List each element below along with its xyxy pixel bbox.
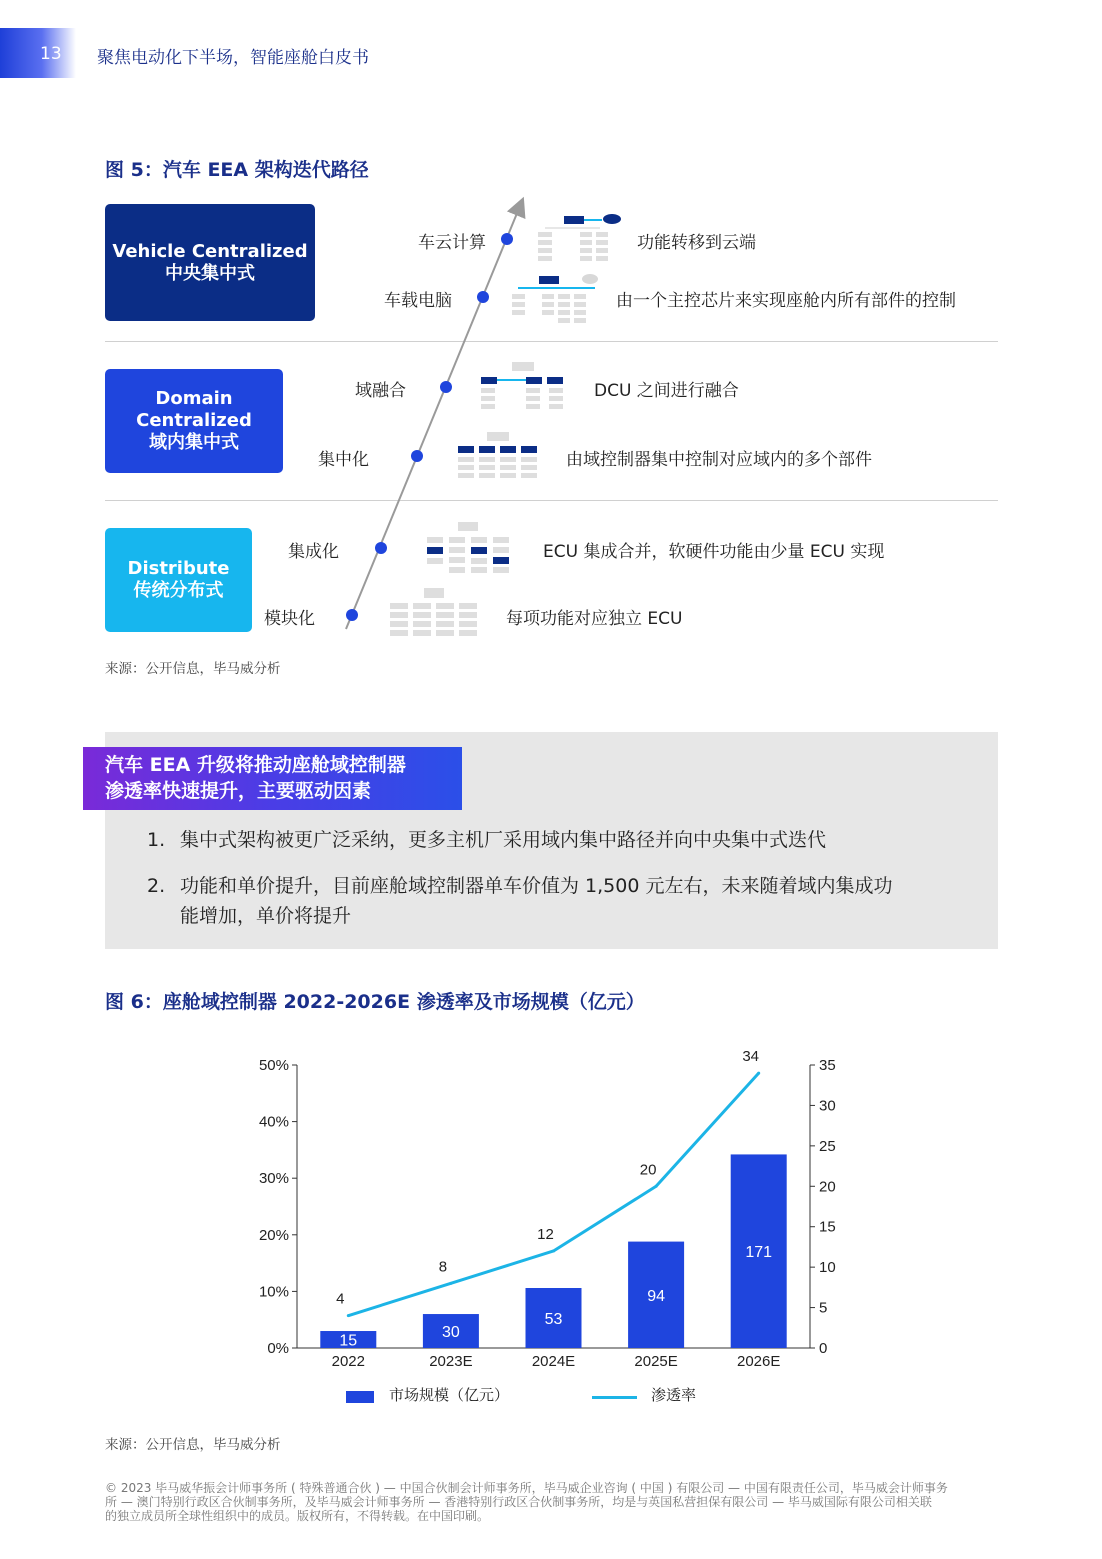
tier-line: 域内集中式	[149, 432, 239, 453]
stage-label-modular: 模块化	[264, 609, 315, 629]
document-title: 聚焦电动化下半场，智能座舱白皮书	[97, 48, 369, 68]
callout-point-number: 1.	[147, 829, 166, 851]
left-axis-tick-label: 40%	[258, 1113, 289, 1131]
line-data-label: 4	[336, 1290, 345, 1308]
right-axis-tick-label: 5	[819, 1299, 828, 1317]
right-axis-tick-label: 10	[819, 1259, 836, 1277]
stage-label-integration: 集成化	[288, 542, 339, 562]
right-axis-tick-label: 20	[819, 1178, 836, 1196]
left-axis-tick-label: 20%	[258, 1226, 289, 1244]
stage-desc-vehicle-computer: 由一个主控芯片来实现座舱内所有部件的控制	[616, 291, 956, 311]
callout-point-text: 能增加，单价将提升	[180, 905, 352, 927]
stage-label-centralization: 集中化	[318, 450, 369, 470]
bar-data-label: 30	[442, 1324, 460, 1342]
stage-desc-centralization: 由域控制器集中控制对应域内的多个部件	[566, 450, 872, 470]
callout-title-line: 汽车 EEA 升级将推动座舱域控制器	[105, 754, 406, 776]
line-data-label: 8	[438, 1258, 448, 1276]
right-axis-tick-label: 25	[819, 1137, 836, 1155]
line-point-penetration	[347, 1314, 350, 1317]
stage-label-domain-fusion: 域融合	[355, 381, 406, 401]
line-point-penetration	[552, 1249, 555, 1252]
left-axis-tick-label: 0%	[267, 1340, 289, 1357]
line-data-label: 34	[742, 1048, 760, 1066]
legend-label-market-size: 市场规模（亿元）	[389, 1386, 510, 1404]
stage-label-vehicle-computer: 车载电脑	[384, 291, 452, 311]
callout-point-number: 2.	[147, 875, 166, 897]
line-data-label: 20	[639, 1161, 657, 1179]
page-number: 13	[40, 44, 62, 64]
stage-desc-integration: ECU 集成合并，软硬件功能由少量 ECU 实现	[543, 542, 885, 562]
callout-point-text: 集中式架构被更广泛采纳，更多主机厂采用域内集中路径并向中央集中式迭代	[180, 829, 827, 851]
figure5-source: 来源：公开信息，毕马威分析	[105, 661, 281, 677]
left-axis-tick-label: 10%	[258, 1283, 289, 1301]
stage-desc-modular: 每项功能对应独立 ECU	[506, 609, 683, 629]
line-penetration	[348, 1073, 758, 1316]
tier-line: 中央集中式	[165, 262, 255, 284]
right-axis-tick-label: 35	[819, 1057, 836, 1074]
line-point-penetration	[655, 1185, 658, 1188]
legend-swatch-market-size	[346, 1391, 374, 1403]
line-data-label: 12	[537, 1225, 554, 1243]
line-point-penetration	[449, 1282, 452, 1285]
stage-label-cloud: 车云计算	[418, 233, 486, 253]
x-axis-tick-label: 2026E	[737, 1353, 781, 1370]
bar-data-label: 15	[339, 1332, 358, 1350]
callout-title-line: 渗透率快速提升，主要驱动因素	[105, 780, 372, 802]
right-axis-tick-label: 0	[819, 1340, 828, 1357]
tier-line: Centralized	[136, 410, 252, 431]
x-axis-tick-label: 2022	[331, 1353, 365, 1370]
figure6-title: 图 6：座舱域控制器 2022-2026E 渗透率及市场规模（亿元）	[105, 991, 645, 1013]
tier-line: Distribute	[127, 558, 230, 579]
figure6-source: 来源：公开信息，毕马威分析	[105, 1437, 281, 1453]
left-axis-tick-label: 50%	[258, 1057, 289, 1074]
footer-line: 的独立成员所全球性组织中的成员。版权所有，不得转载。在中国印刷。	[105, 1509, 490, 1523]
copyright-footer	[105, 1481, 1000, 1523]
legend-label-penetration: 渗透率	[651, 1386, 697, 1404]
figure5-title: 图 5：汽车 EEA 架构迭代路径	[105, 159, 369, 181]
bar-data-label: 94	[647, 1287, 665, 1305]
stage-desc-cloud: 功能转移到云端	[637, 233, 756, 253]
line-point-penetration	[757, 1072, 760, 1075]
x-axis-tick-label: 2025E	[634, 1353, 678, 1370]
stage-desc-domain-fusion: DCU 之间进行融合	[594, 381, 739, 401]
legend-swatch-penetration	[592, 1396, 637, 1399]
right-axis-tick-label: 30	[819, 1097, 836, 1115]
tier-line: Vehicle Centralized	[112, 240, 308, 262]
footer-line: 所 — 澳门特别行政区合伙制事务所，及毕马威会计师事务所 — 香港特别行政区合伙制事务所，均是与英国私营担保有限公司 — 毕马威国际有限公司相关联	[105, 1495, 932, 1509]
callout-point-text: 功能和单价提升，目前座舱域控制器单车价值为 1,500 元左右，未来随着域内集成功	[180, 875, 893, 897]
footer-line: © 2023 毕马威华振会计师事务所 ( 特殊普通合伙 ) — 中国合伙制会计师事务所，毕马威企业咨询 ( 中国 ) 有限公司 — 中国有限责任公司，毕马威会计师事务	[105, 1481, 948, 1495]
tier-line: 传统分布式	[133, 580, 224, 601]
left-axis-tick-label: 30%	[258, 1170, 289, 1188]
right-axis-tick-label: 15	[819, 1218, 836, 1236]
bar-data-label: 53	[544, 1311, 563, 1329]
x-axis-tick-label: 2024E	[531, 1353, 576, 1370]
tier-line: Domain	[155, 388, 233, 409]
bar-data-label: 171	[745, 1244, 773, 1262]
x-axis-tick-label: 2023E	[429, 1353, 473, 1370]
